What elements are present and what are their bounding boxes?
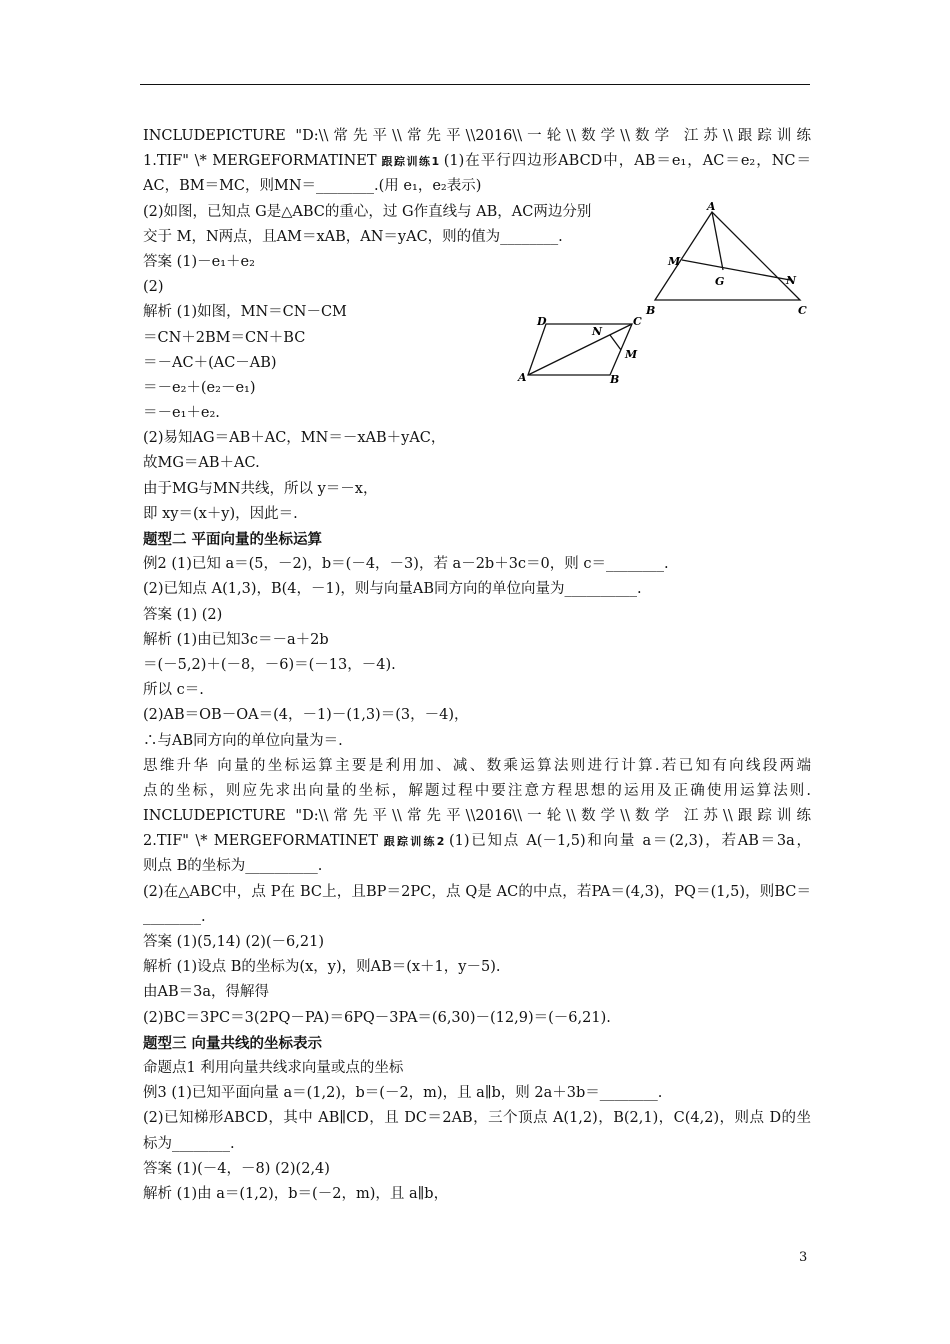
text-line xyxy=(143,678,811,703)
line-text: 点的坐标，则应先求出向量的坐标，解题过程中要注意方程思想的运用及正确使用运算法则. xyxy=(143,782,811,799)
label-c: C xyxy=(798,304,807,317)
text-line xyxy=(143,200,633,225)
line-text: 例2 (1)已知 a＝(5，－2)，b＝(－4，－3)，若 a－2b＋3c＝0，则 c＝________. xyxy=(143,556,669,573)
line-text: (2)BC＝3PC＝3(2PQ－PA)＝6PQ－3PA＝(6,30)－(12,9)＝(－6,21). xyxy=(143,1009,611,1026)
line-text: (2)易知AG＝AB＋AC，MN＝－xAB＋yAC， xyxy=(143,430,446,447)
label-n2: N xyxy=(592,325,603,338)
line-text: 解析 (1)由 a＝(1,2)，b＝(－2，m)，且 a∥b， xyxy=(143,1185,449,1202)
line-text: ________. xyxy=(143,908,206,925)
line-text: ＝CN＋2BM＝CN＋BC xyxy=(143,329,306,346)
label-m: M xyxy=(668,255,681,268)
text-line xyxy=(143,653,811,678)
line-text: ＝(－5,2)＋(－8，－6)＝(－13，－4). xyxy=(143,656,396,673)
line-text: (2)在△ABC中，点 P在 BC上，且BP＝2PC，点 Q是 AC的中点，若PA＝(4,3)，PQ＝(1,5)，则BC＝ xyxy=(143,883,811,900)
line-text: (2)已知点 A(1,3)，B(4，－1)，则与向量AB同方向的单位向量为__________. xyxy=(143,581,642,598)
line-text: 故MG＝AB＋AC. xyxy=(143,455,260,472)
line-text: 2.TIF" \* MERGEFORMATINET xyxy=(143,833,379,850)
line-text: 交于 M，N两点，且AM＝xAB，AN＝yAC，则的值为________. xyxy=(143,228,563,245)
line-text: 题型三 向量共线的坐标表示 xyxy=(143,1034,323,1052)
text-line xyxy=(143,1056,811,1081)
line-text: 由AB＝3a，得解得 xyxy=(143,984,269,1001)
line-text: 所以 c＝. xyxy=(143,682,204,699)
label-n: N xyxy=(786,274,797,287)
text-line xyxy=(143,754,811,779)
text-line xyxy=(143,401,811,426)
label-a2: A xyxy=(518,371,527,384)
line-text: (2)如图，已知点 G是△ABC的重心，过 G作直线与 AB，AC两边分别 xyxy=(143,203,592,220)
label-a: A xyxy=(707,200,716,213)
line-text: AC，BM＝MC，则MN＝________.(用 e₁，e₂表示) xyxy=(143,178,482,195)
text-line xyxy=(143,930,811,955)
text-line xyxy=(143,1182,811,1207)
label-b2: B xyxy=(610,373,620,386)
text-line xyxy=(143,1132,811,1157)
line-text: 例3 (1)已知平面向量 a＝(1,2)，b＝(－2，m)，且 a∥b，则 2a＋3b＝________. xyxy=(143,1085,663,1102)
text-line xyxy=(143,477,811,502)
text-line xyxy=(143,426,811,451)
label-d: D xyxy=(537,315,547,328)
text-line xyxy=(143,1006,811,1031)
text-line xyxy=(143,854,811,879)
text-line xyxy=(143,124,811,149)
line-text: 答案 (1)(5,14) (2)(－6,21) xyxy=(143,934,324,950)
text-line xyxy=(143,351,811,376)
line-text: 答案 (1) (2) xyxy=(143,606,223,623)
line-text: (2)已知梯形ABCD，其中 AB∥CD，且 DC＝2AB，三个顶点 A(1,2)，B(2,1)，C(4,2)，则点 D的坐 xyxy=(143,1110,811,1127)
line-text: (2)AB＝OB－OA＝(4，－1)－(1,3)＝(3，－4)， xyxy=(143,707,469,724)
line-text: ＝－e₂＋(e₂－e₁) xyxy=(143,379,256,396)
text-line xyxy=(143,1106,811,1131)
text-line xyxy=(143,552,811,577)
text-line xyxy=(143,829,811,854)
line-text-after: (1)已知点 A(－1,5)和向量 a＝(2,3)，若AB＝3a， xyxy=(448,833,811,850)
parallelogram-figure xyxy=(515,313,645,388)
text-line xyxy=(143,149,811,174)
line-text: 即 xy＝(x＋y)，因此＝. xyxy=(143,505,298,522)
text-line xyxy=(143,729,811,754)
header-rule xyxy=(140,84,810,85)
line-text: ＝－AC＋(AC－AB) xyxy=(143,354,277,371)
exercise-tag: 跟踪训练2 xyxy=(382,835,445,849)
text-line xyxy=(143,1081,811,1106)
text-line xyxy=(143,451,811,476)
line-text: (2) xyxy=(143,279,164,296)
label-c2: C xyxy=(633,315,642,328)
line-text: 题型二 平面向量的坐标运算 xyxy=(143,531,323,548)
line-text: INCLUDEPICTURE "D:\\常先平\\常先平\\2016\\一轮\\数学\\数学 江苏\\跟踪训练 xyxy=(143,808,811,825)
triangle-figure xyxy=(640,200,815,320)
text-line xyxy=(143,905,811,930)
line-text: 解析 (1)由已知3c＝－a＋2b xyxy=(143,631,329,648)
label-b: B xyxy=(646,304,656,317)
line-mn xyxy=(682,260,790,280)
text-line xyxy=(143,1157,811,1182)
text-line xyxy=(143,502,811,527)
text-line xyxy=(143,577,811,602)
exercise-tag: 跟踪训练1 xyxy=(380,155,440,169)
text-line xyxy=(143,955,811,980)
line-text: 答案 (1)(－4，－8) (2)(2,4) xyxy=(143,1160,330,1177)
line-text: 由于MG与MN共线，所以 y＝－x， xyxy=(143,480,378,497)
label-m2: M xyxy=(625,348,638,361)
text-line xyxy=(143,628,811,653)
line-text: 则点 B的坐标为__________. xyxy=(143,858,323,875)
line-text: 命题点1 利用向量共线求向量或点的坐标 xyxy=(143,1059,404,1076)
label-g: G xyxy=(715,275,725,288)
line-text: 1.TIF" \* MERGEFORMATINET xyxy=(143,153,377,170)
page-number: 3 xyxy=(799,1250,808,1265)
line-text: ∴与AB同方向的单位向量为＝. xyxy=(143,732,343,749)
text-line xyxy=(143,804,811,829)
text-line xyxy=(143,527,811,552)
line-text: 标为________. xyxy=(143,1135,235,1152)
line-nm xyxy=(610,335,621,350)
line-text: ＝－e₁＋e₂. xyxy=(143,405,220,422)
line-text: 答案 (1)－e₁＋e₂ xyxy=(143,253,255,270)
text-line xyxy=(143,880,811,905)
line-text-after: (1)在平行四边形ABCD中，AB＝e₁，AC＝e₂，NC＝ xyxy=(443,153,811,170)
text-line xyxy=(143,603,811,628)
line-text: 解析 (1)设点 B的坐标为(x，y)，则AB＝(x＋1，y－5). xyxy=(143,959,501,976)
text-line xyxy=(143,1031,811,1056)
text-line xyxy=(143,980,811,1005)
text-line xyxy=(143,326,811,351)
text-line xyxy=(143,779,811,804)
line-text: 思维升华 向量的坐标运算主要是利用加、减、数乘运算法则进行计算.若已知有向线段两端 xyxy=(143,757,811,774)
text-line xyxy=(143,376,811,401)
text-line xyxy=(143,703,811,728)
line-text: INCLUDEPICTURE "D:\\常先平\\常先平\\2016\\一轮\\数学\\数学 江苏\\跟踪训练 xyxy=(143,128,811,144)
text-line xyxy=(143,174,811,199)
line-text: 解析 (1)如图，MN＝CN－CM xyxy=(143,304,347,321)
